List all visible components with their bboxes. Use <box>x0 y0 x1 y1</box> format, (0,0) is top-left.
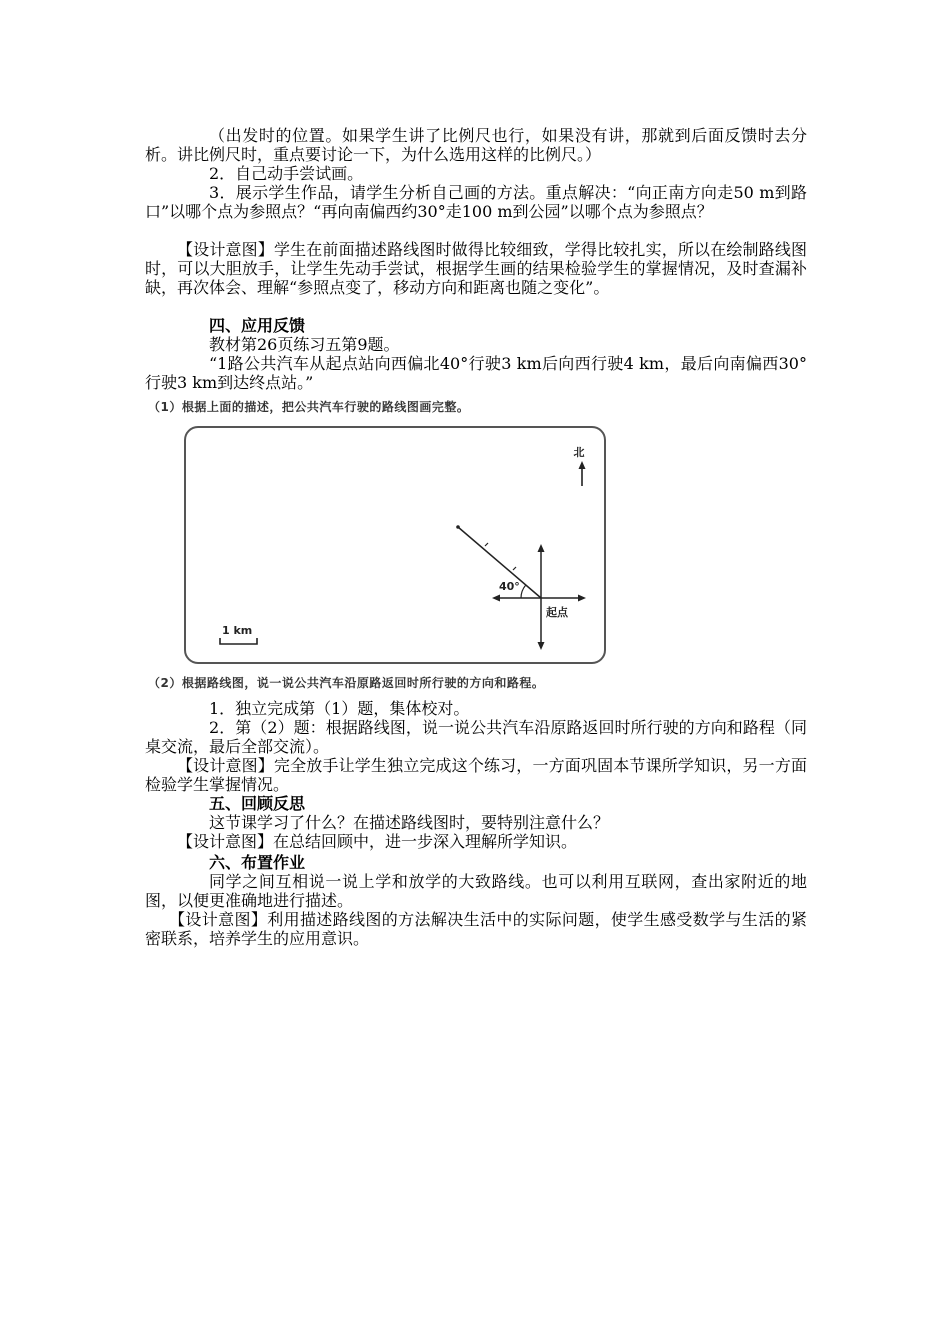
paragraph-textbook-ref: 教材第26页练习五第9题。 <box>209 335 400 354</box>
north-arrow-head <box>579 461 586 469</box>
section-heading-6: 六、布置作业 <box>209 853 306 872</box>
north-label: 北 <box>573 446 585 459</box>
figure-caption-top: （1）根据上面的描述，把公共汽车行驶的路线图画完整。 <box>148 400 470 414</box>
ns-axis-arrow-s <box>538 642 545 650</box>
figure-caption-bottom: （2）根据路线图，说一说公共汽车沿原路返回时所行驶的方向和路程。 <box>148 676 545 690</box>
paragraph-step-3: 3．展示学生作品，请学生分析自己画的方法。重点解决：“向正南方向走50 m到路口”以哪个点为参照点？“再向南偏西约30°走100 m到公园”以哪个点为参照点？ <box>145 183 807 221</box>
angle-arc <box>521 585 526 598</box>
route-tick-2 <box>513 567 516 570</box>
paragraph-step-2: 2．自己动手尝试画。 <box>209 164 364 183</box>
paragraph-homework: 同学之间互相说一说上学和放学的大致路线。也可以利用互联网，查出家附近的地图，以便更准确地进行描述。 <box>145 872 807 910</box>
start-point-label: 起点 <box>546 606 568 619</box>
section-heading-4: 四、应用反馈 <box>209 316 306 335</box>
paragraph-design-intent-4: 【设计意图】利用描述路线图的方法解决生活中的实际问题，使学生感受数学与生活的紧密联系，培养学生的应用意识。 <box>145 910 807 948</box>
paragraph-task-1: 1．独立完成第（1）题，集体校对。 <box>209 699 470 718</box>
route-map-svg <box>186 428 608 666</box>
route-end-point <box>456 525 460 529</box>
paragraph-task-2: 2．第（2）题：根据路线图，说一说公共汽车沿原路返回时所行驶的方向和路程（同桌交流，最后全部交流）。 <box>145 718 807 756</box>
route-tick-1 <box>485 543 488 546</box>
scale-bar <box>220 638 257 644</box>
paragraph-review-question: 这节课学习了什么？在描述路线图时，要特别注意什么？ <box>209 813 610 832</box>
scale-label: 1 km <box>222 624 253 637</box>
paragraph-scale-note: （出发时的位置。如果学生讲了比例尺也行，如果没有讲，那就到后面反馈时去分析。讲比例尺时，重点要讨论一下，为什么选用这样的比例尺。） <box>145 126 807 164</box>
ew-axis-arrow-w <box>492 595 500 602</box>
ew-axis-arrow-e <box>578 595 586 602</box>
section-heading-5: 五、回顾反思 <box>209 794 306 813</box>
paragraph-design-intent-3: 【设计意图】在总结回顾中，进一步深入理解所学知识。 <box>177 832 578 851</box>
paragraph-design-intent-1: 【设计意图】学生在前面描述路线图时做得比较细致，学得比较扎实，所以在绘制路线图时，可以大胆放手，让学生先动手尝试，根据学生画的结果检验学生的掌握情况，及时查漏补缺，再次体会、理解“参照点变了，移动方向和距离也随之变化”。 <box>145 240 807 297</box>
paragraph-bus-route-quote: “1路公共汽车从起点站向西偏北40°行驶3 km后向西行驶4 km，最后向南偏西30°行驶3 km到达终点站。” <box>145 354 807 392</box>
route-map-figure <box>184 426 606 664</box>
angle-label: 40° <box>499 580 520 593</box>
ns-axis-arrow-n <box>538 544 545 552</box>
paragraph-design-intent-2: 【设计意图】完全放手让学生独立完成这个练习，一方面巩固本节课所学知识，另一方面检验学生掌握情况。 <box>145 756 807 794</box>
